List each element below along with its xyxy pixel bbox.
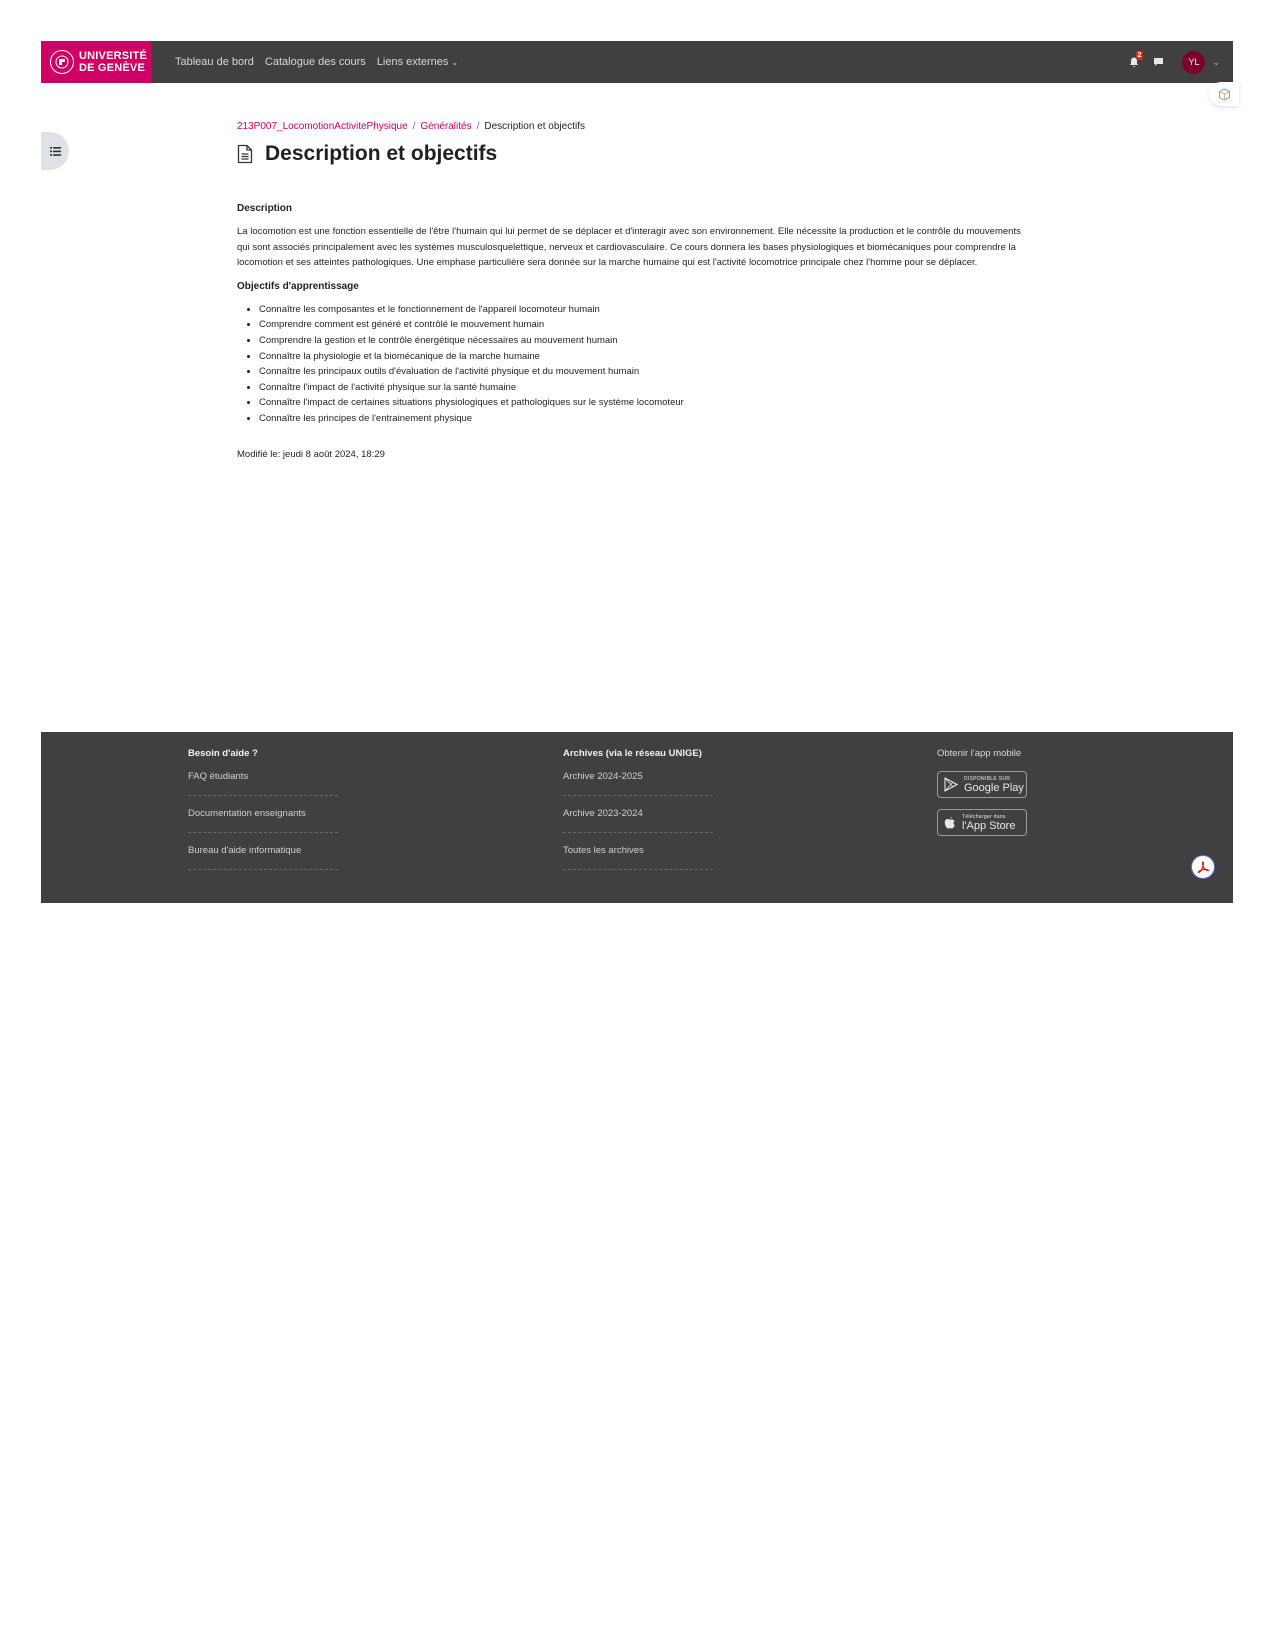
footer-app-column [937,748,1087,847]
brand-line-2: DE GENÈVE [79,62,145,74]
footer-link-all-archives[interactable]: Toutes les archives [563,845,713,870]
list-item: • Connaître l'impact de certaines situations physiologiques et pathologiques sur le système locomoteur [259,395,1032,411]
brand-line-1: UNIVERSITÉ [79,50,148,62]
brand-text [79,50,147,74]
breadcrumb-current: Description et objectifs [484,121,585,132]
chevron-down-icon: ⌄ [451,57,459,67]
list-item: • Connaître la physiologie et la biomécanique de la marche humaine [259,349,1032,365]
nav-external-links[interactable] [377,56,458,68]
university-seal-icon [50,50,74,74]
breadcrumb-section[interactable]: Généralités [420,121,472,132]
footer-archives-heading: Archives (via le réseau UNIGE) [563,748,702,759]
google-play-icon [944,777,958,792]
breadcrumb-separator: / [476,121,480,132]
footer-link-faq[interactable]: FAQ étudiants [188,771,338,796]
floating-helper-button[interactable] [1209,82,1239,106]
footer-archives-column [563,748,713,882]
nav-course-catalog-label: Catalogue des cours [264,56,366,68]
list-item: • Comprendre comment est généré et contrôlé le mouvement humain [259,317,1032,333]
footer-link-archive-2023-2024[interactable]: Archive 2023-2024 [563,808,713,833]
notification-count-badge: 2 [1137,52,1142,59]
course-index-toggle[interactable] [41,132,69,170]
footer-help-heading: Besoin d'aide ? [188,748,258,759]
university-logo[interactable] [41,41,152,83]
user-controls [1124,51,1220,74]
pdf-export-button[interactable] [1191,855,1215,879]
apple-icon [944,816,956,830]
primary-navigation [175,56,458,68]
list-icon [50,147,61,156]
nav-external-links-label: Liens externes [376,56,449,68]
app-store-big-text: l'App Store [962,819,1016,832]
objectives-heading: Objectifs d'apprentissage [237,280,359,292]
footer-link-archive-2024-2025[interactable]: Archive 2024-2025 [563,771,713,796]
list-item: • Comprendre la gestion et le contrôle énergétique nécessaires au mouvement humain [259,333,1032,349]
nav-dashboard[interactable] [175,56,254,68]
google-play-small-text: DISPONIBLE SUR [964,775,1011,782]
breadcrumb-course[interactable]: 213P007_LocomotionActivitePhysique [237,121,408,132]
top-navbar [41,41,1233,83]
chat-bubble-icon [1153,57,1164,67]
list-item: • Connaître les principes de l'entrainement physique [259,411,1032,427]
description-paragraph: La locomotion est une fonction essentielle de l'être l'humain qui lui permet de se déplacer et d'interagir avec son environnement. Elle nécessite la production et le contrôle du mouvements qui sont associés principalement avec les systèmes musculosquelettique, nerveux et cardiovasculaire. Ce cours donnera les bases physiologiques et biomécaniques pour comprendre la locomotion et ses atteintes pathologiques. Une emphase particulière sera donnée sur la marche humaine qui est l'activité locomotrice principale chez l'homme pour se déplacer. [237,226,1021,269]
page-header [237,142,1032,166]
description-heading: Description [237,203,293,214]
google-play-button[interactable] [937,771,1027,798]
list-item: • Connaître l'impact de l'activité physique sur la santé humaine [259,380,1032,396]
objectives-list [237,302,1032,427]
nav-dashboard-label: Tableau de bord [175,56,254,68]
google-play-big-text: Google Play [964,781,1024,794]
page-title: Description et objectifs [265,142,498,165]
notifications-button[interactable] [1124,52,1144,72]
main-content [237,121,1032,460]
footer-app-heading: Obtenir l'app mobile [937,748,1022,759]
footer-help-column [188,748,338,882]
app-store-small-text: Télécharger dans [962,813,1006,820]
breadcrumb-separator: / [412,121,416,132]
footer-link-it-helpdesk[interactable]: Bureau d'aide informatique [188,845,338,870]
nav-course-catalog[interactable] [265,56,366,68]
pdf-icon [1196,860,1210,874]
app-store-button[interactable] [937,809,1027,836]
messages-button[interactable] [1148,52,1168,72]
list-item: • Connaître les principaux outils d'évaluation de l'activité physique et du mouvement humain [259,364,1032,380]
breadcrumb [237,121,1032,132]
footer-link-teacher-docs[interactable]: Documentation enseignants [188,808,338,833]
last-modified: Modifié le: jeudi 8 août 2024, 18:29 [237,448,385,460]
user-avatar[interactable]: YL [1182,51,1205,74]
user-menu-chevron-down-icon[interactable]: ⌄ [1212,56,1220,67]
page-footer [41,732,1233,903]
list-item: • Connaître les composantes et le fonctionnement de l'appareil locomoteur humain [259,302,1032,318]
cube-helper-icon [1218,88,1231,101]
page-document-icon [237,144,253,164]
